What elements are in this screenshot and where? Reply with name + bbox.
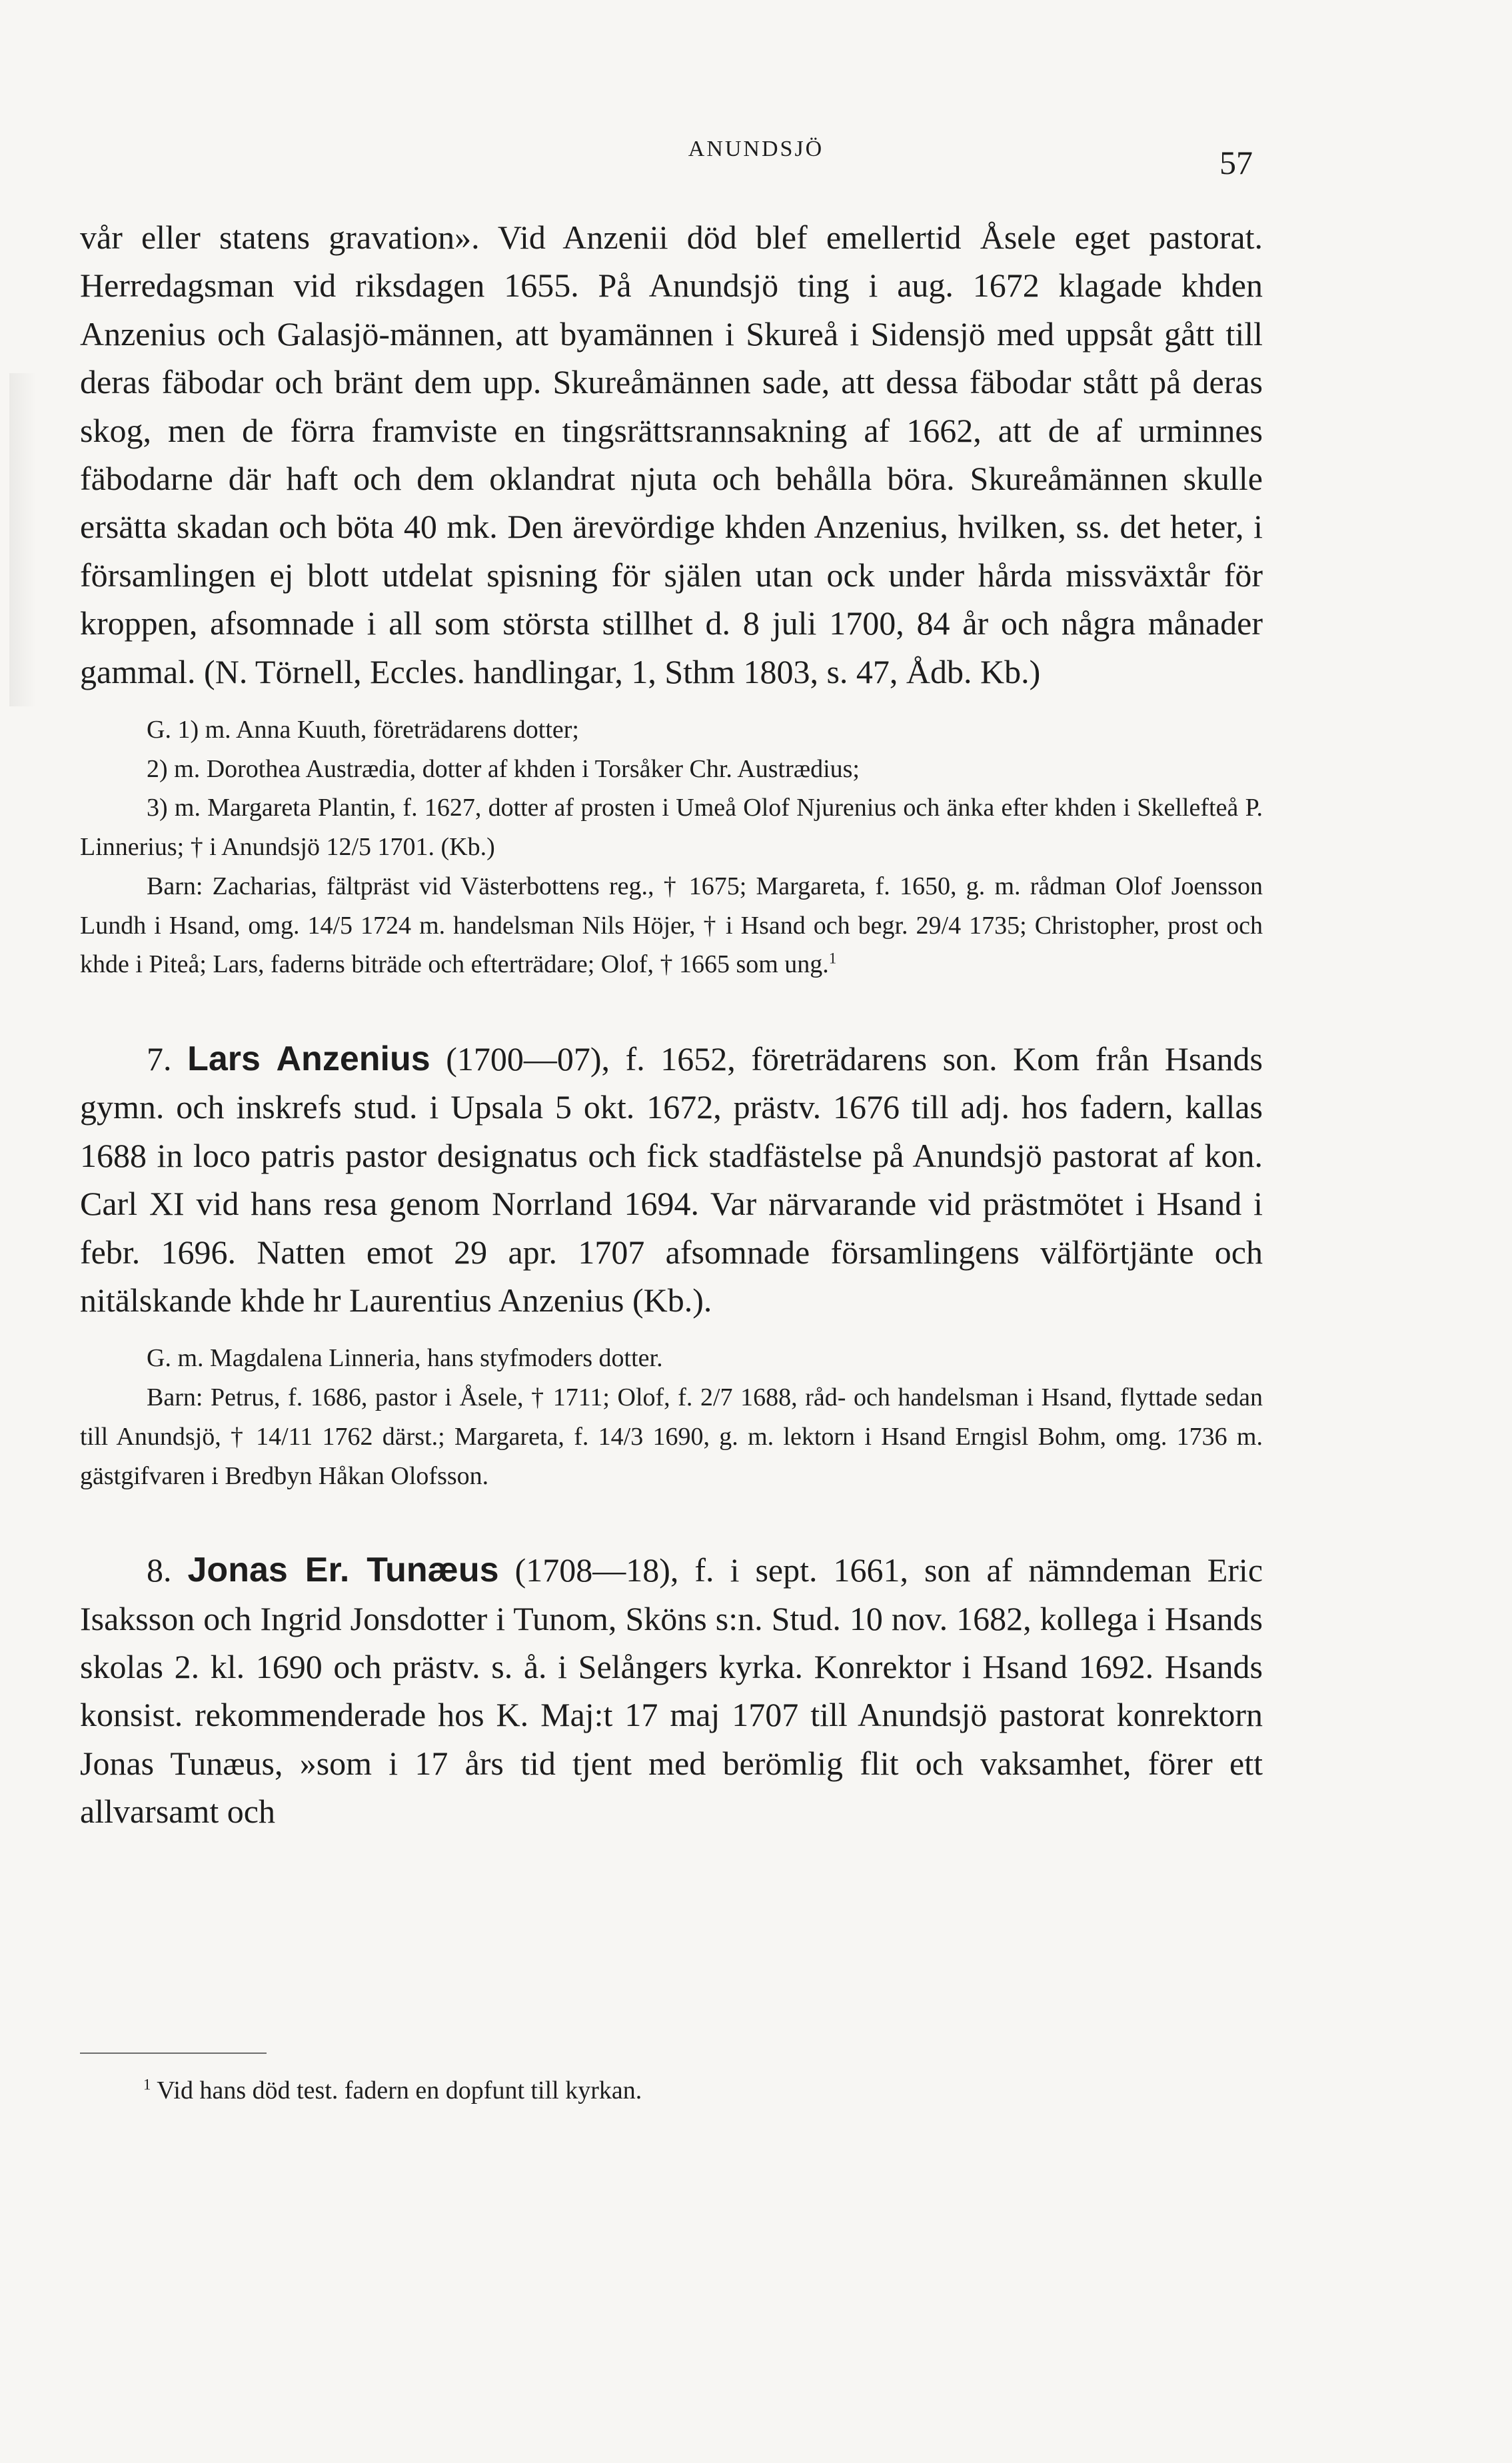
footnote-text: Vid hans död test. fadern en dopfunt till kyrkan. bbox=[157, 2076, 642, 2104]
family-notes-lars-anzenius bbox=[80, 1339, 1263, 1495]
children-note-text: Barn: Zacharias, fältpräst vid Västerbottens reg., † 1675; Margareta, f. 1650, g. m. rådman Olof Joensson Lundh i Hsand, omg. 14/5 1724 m. handelsman Nils Höjer, † i Hsand och begr. 29/4 1735; Christopher, prost och khde i Piteå; Lars, faderns biträde och efterträdare; Olof, † 1665 som ung. bbox=[80, 872, 1263, 979]
marriage-note-2: 2) m. Dorothea Austrædia, dotter af khden i Torsåker Chr. Austrædius; bbox=[147, 754, 860, 783]
entry-7-number: 7. bbox=[147, 1040, 172, 1078]
running-head: ANUNDSJÖ bbox=[688, 137, 824, 161]
entry-7 bbox=[80, 1035, 1263, 1324]
entry-8-number: 8. bbox=[147, 1551, 172, 1589]
footnote bbox=[143, 2076, 642, 2105]
entry-8 bbox=[80, 1546, 1263, 1835]
footnote-number: 1 bbox=[143, 2076, 151, 2093]
text-block bbox=[80, 213, 1263, 1836]
children-note bbox=[80, 867, 1263, 984]
entry-8-name: Jonas Er. Tunæus bbox=[187, 1551, 499, 1590]
page-crease-shadow bbox=[9, 373, 36, 706]
footnote-marker: 1 bbox=[828, 950, 837, 967]
marriage-note: G. m. Magdalena Linneria, hans styfmoders dotter. bbox=[147, 1344, 663, 1373]
family-notes-anzenius bbox=[80, 710, 1263, 984]
entry-7-text: (1700—07), f. 1652, företrädarens son. Kom från Hsands gymn. och inskrefs stud. i Upsala 5 okt. 1672, prästv. 1676 till adj. hos fadern, kallas 1688 in loco patris pastor designatus och fick stadfästelse på Anundsjö pastorat af kon. Carl XI vid hans resa genom Norrland 1694. Var närvarande vid prästmötet i Hsand i febr. 1696. Natten emot 29 apr. 1707 afsomnade församlingens välförtjänte och nitälskande khde hr Laurentius Anzenius (Kb.). bbox=[80, 1040, 1263, 1319]
marriage-note-1: G. 1) m. Anna Kuuth, företrädarens dotter; bbox=[147, 716, 579, 744]
marriage-note-3: 3) m. Margareta Plantin, f. 1627, dotter af prosten i Umeå Olof Njurenius och änka efter khden i Skellefteå P. Linnerius; † i Anundsjö 12/5 1701. (Kb.) bbox=[80, 794, 1263, 862]
page-number: 57 bbox=[1219, 144, 1253, 181]
entry-7-name: Lars Anzenius bbox=[187, 1039, 430, 1078]
footnote-rule bbox=[80, 2052, 267, 2054]
paragraph-anzenius-continued: vår eller statens gravation». Vid Anzenii död blef emellertid Åsele eget pastorat. Herredagsman vid riksdagen 1655. På Anundsjö ting i aug. 1672 klagade khden Anzenius och Galasjö-männen, att byamännen i Skureå i Sidensjö med uppsåt gått till deras fäbodar och bränt dem upp. Skureåmännen sade, att dessa fäbodar stått på deras skog, men de förra framviste en tingsrättsrannsakning af 1662, att de af urminnes fäbodarne där haft och dem oklandrat njuta och behålla böra. Skureåmännen skulle ersätta skadan och böta 40 mk. Den ärevördige khden Anzenius, hvilken, ss. det heter, i församlingen ej blott utdelat spisning för själen utan ock under hårda missväxtår för kroppen, afsomnade i all som största stillhet d. 8 juli 1700, 84 år och några månader gammal. (N. Törnell, Eccles. handlingar, 1, Sthm 1803, s. 47, Ådb. Kb.) bbox=[80, 219, 1263, 690]
entry-8-text: (1708—18), f. i sept. 1661, son af nämndeman Eric Isaksson och Ingrid Jonsdotter i Tunom, Sköns s:n. Stud. 10 nov. 1682, kollega i Hsands skolas 2. kl. 1690 och prästv. s. å. i Selångers kyrka. Konrektor i Hsand 1692. Hsands konsist. rekommenderade hos K. Maj:t 17 maj 1707 till Anundsjö pastorat konrektorn Jonas Tunæus, »som i 17 års tid tjent med berömlig flit och vaksamhet, förer ett allvarsamt och bbox=[80, 1551, 1263, 1831]
children-note-2: Barn: Petrus, f. 1686, pastor i Åsele, † 1711; Olof, f. 2/7 1688, råd- och handelsman i Hsand, flyttade sedan till Anundsjö, † 14/11 1762 därst.; Margareta, f. 14/3 1690, g. m. lektorn i Hsand Erngisl Bohm, omg. 1736 m. gästgifvaren i Bredbyn Håkan Olofsson. bbox=[80, 1383, 1263, 1490]
